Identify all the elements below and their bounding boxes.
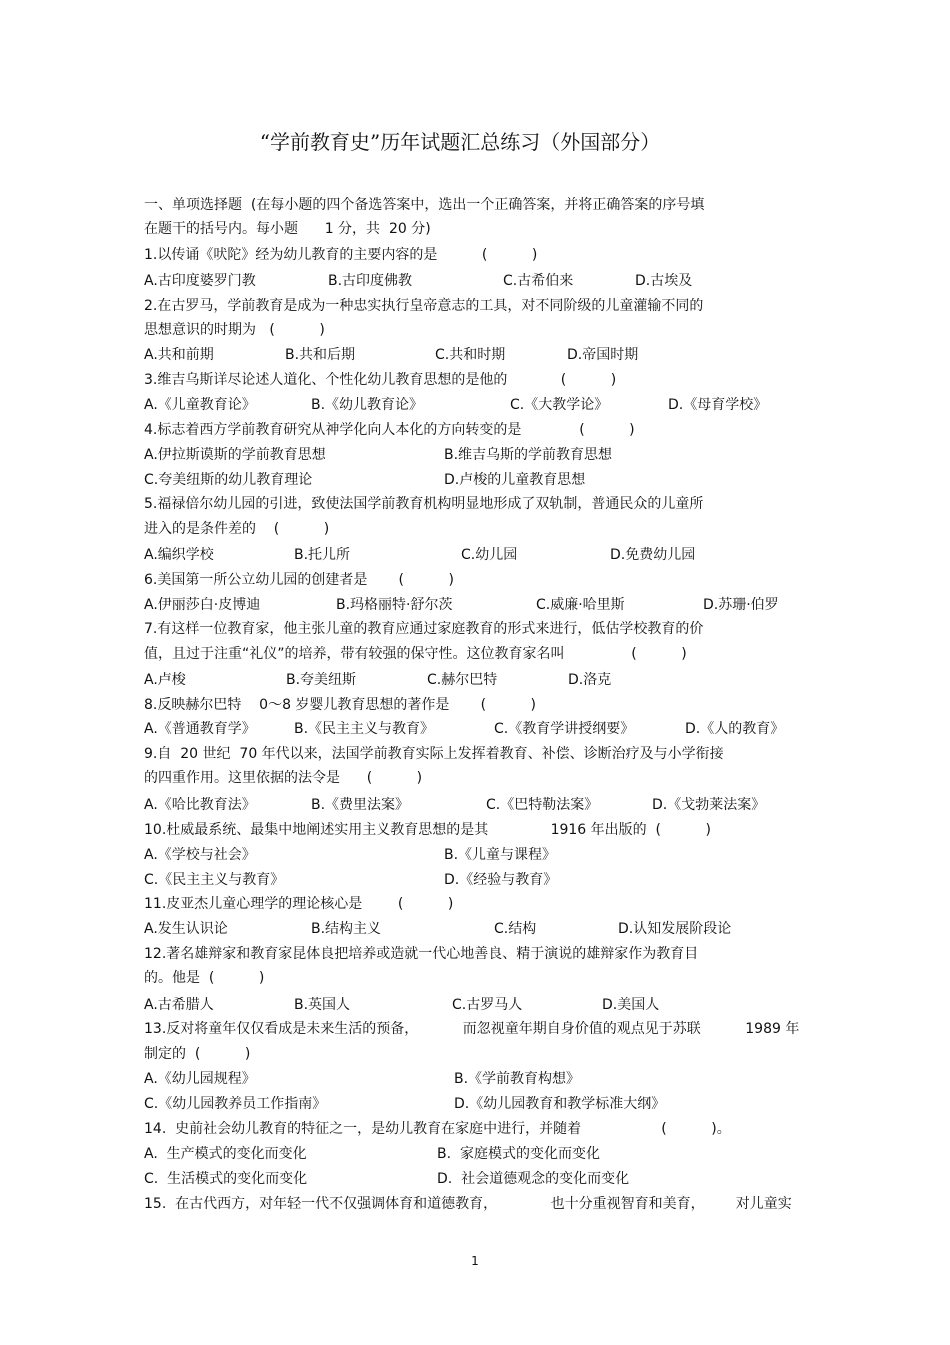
question-9-option-c: C.《巴特勒法案》 (486, 797, 599, 813)
question-1-option-c: C.古希伯来 (503, 273, 574, 289)
question-7-stem-line-2: 值，且过于注重“礼仪”的培养，带有较强的保守性。这位教育家名叫 ( ) (144, 646, 687, 662)
question-3-stem: 3.维吉乌斯详尽论述人道化、个性化幼儿教育思想的是他的 ( ) (144, 372, 617, 388)
question-6-option-d: D.苏珊·伯罗 (703, 597, 779, 613)
question-13-option-d: D.《幼儿园教育和教学标准大纲》 (454, 1096, 666, 1112)
question-11-option-b: B.结构主义 (311, 921, 382, 937)
question-5-option-a: A.编织学校 (144, 547, 214, 563)
question-5-option-c: C.幼儿园 (461, 547, 518, 563)
question-7-option-d: D.洛克 (568, 672, 612, 688)
question-14-option-d: D. 社会道德观念的变化而变化 (437, 1171, 630, 1187)
page-number: 1 (471, 1254, 479, 1268)
document-title: “学前教育史”历年试题汇总练习（外国部分） (259, 130, 661, 154)
question-6-option-c: C.威廉·哈里斯 (536, 597, 625, 613)
question-14-option-a: A. 生产模式的变化而变化 (144, 1146, 307, 1162)
question-2-stem-line-1: 2.在古罗马，学前教育是成为一种忠实执行皇帝意志的工具，对不同阶级的儿童灌输不同的 (144, 298, 704, 314)
question-6-option-a: A.伊丽莎白·皮博迪 (144, 597, 261, 613)
question-8-option-c: C.《教育学讲授纲要》 (494, 721, 635, 737)
question-7-option-a: A.卢梭 (144, 672, 186, 688)
question-12-option-b: B.英国人 (294, 997, 351, 1013)
question-13-option-c: C.《幼儿园教养员工作指南》 (144, 1096, 327, 1112)
question-7-option-b: B.夸美纽斯 (286, 672, 357, 688)
question-10-option-b: B.《儿童与课程》 (444, 847, 557, 863)
question-5-stem-line-2: 进入的是条件差的 ( ) (144, 521, 330, 537)
question-9-option-b: B.《费里法案》 (311, 797, 410, 813)
question-8-option-b: B.《民主主义与教育》 (294, 721, 435, 737)
question-6-stem: 6.美国第一所公立幼儿园的创建者是 ( ) (144, 572, 454, 588)
question-3-option-c: C.《大教学论》 (510, 397, 609, 413)
question-10-stem: 10.杜威最系统、最集中地阐述实用主义教育思想的是其 1916 年出版的 ( ) (144, 822, 711, 838)
question-6-option-b: B.玛格丽特·舒尔茨 (336, 597, 453, 613)
question-1-stem: 1.以传诵《吠陀》经为幼儿教育的主要内容的是 ( ) (144, 247, 538, 263)
question-7-option-c: C.赫尔巴特 (427, 672, 498, 688)
question-1-option-a: A.古印度婆罗门教 (144, 273, 256, 289)
question-14-option-c: C. 生活模式的变化而变化 (144, 1171, 308, 1187)
question-9-option-d: D.《戈勃莱法案》 (652, 797, 766, 813)
question-4-option-a: A.伊拉斯谟斯的学前教育思想 (144, 447, 326, 463)
question-9-stem-line-2: 的四重作用。这里依据的法令是 ( ) (144, 770, 423, 786)
question-2-option-d: D.帝国时期 (567, 347, 639, 363)
question-12-option-c: C.古罗马人 (452, 997, 523, 1013)
question-8-option-a: A.《普通教育学》 (144, 721, 256, 737)
question-13-option-a: A.《幼儿园规程》 (144, 1071, 256, 1087)
question-4-option-d: D.卢梭的儿童教育思想 (444, 472, 586, 488)
question-3-option-a: A.《儿童教育论》 (144, 397, 256, 413)
question-3-option-d: D.《母育学校》 (668, 397, 768, 413)
question-11-option-c: C.结构 (494, 921, 537, 937)
question-11-option-d: D.认知发展阶段论 (618, 921, 732, 937)
question-14-option-b: B. 家庭模式的变化而变化 (437, 1146, 600, 1162)
question-7-stem-line-1: 7.有这样一位教育家，他主张儿童的教育应通过家庭教育的形式来进行，低估学校教育的价 (144, 621, 704, 637)
question-10-option-a: A.《学校与社会》 (144, 847, 256, 863)
question-2-option-b: B.共和后期 (285, 347, 356, 363)
question-13-stem-line-1: 13.反对将童年仅仅看成是未来生活的预备， 而忽视童年期自身价值的观点见于苏联 1989 年 (144, 1021, 800, 1037)
section-heading-line-1: 一、单项选择题 (在每小题的四个备选答案中，选出一个正确答案，并将正确答案的序号填 (144, 197, 705, 213)
question-14-stem: 14. 史前社会幼儿教育的特征之一，是幼儿教育在家庭中进行，并随着 ( )。 (144, 1121, 731, 1137)
question-9-option-a: A.《哈比教育法》 (144, 797, 256, 813)
question-10-option-c: C.《民主主义与教育》 (144, 872, 285, 888)
question-1-option-d: D.古埃及 (635, 273, 693, 289)
question-12-stem-line-1: 12.著名雄辩家和教育家昆体良把培养或造就一代心地善良、精于演说的雄辩家作为教育目 (144, 946, 699, 962)
question-5-option-b: B.托儿所 (294, 547, 351, 563)
question-15-stem: 15. 在古代西方，对年轻一代不仅强调体育和道德教育， 也十分重视智育和美育， 对儿童实 (144, 1196, 792, 1212)
question-8-stem: 8.反映赫尔巴特 0～8 岁婴儿教育思想的著作是 ( ) (144, 697, 536, 713)
question-12-option-d: D.美国人 (602, 997, 660, 1013)
question-10-option-d: D.《经验与教育》 (444, 872, 558, 888)
question-4-option-c: C.夸美纽斯的幼儿教育理论 (144, 472, 313, 488)
question-1-option-b: B.古印度佛教 (328, 273, 413, 289)
question-2-option-c: C.共和时期 (435, 347, 506, 363)
question-2-option-a: A.共和前期 (144, 347, 214, 363)
section-heading-line-2: 在题干的括号内。每小题 1 分，共 20 分) (144, 221, 431, 237)
question-8-option-d: D.《人的教育》 (685, 721, 785, 737)
question-4-stem: 4.标志着西方学前教育研究从神学化向人本化的方向转变的是 ( ) (144, 422, 635, 438)
question-5-option-d: D.免费幼儿园 (610, 547, 696, 563)
question-12-option-a: A.古希腊人 (144, 997, 214, 1013)
question-12-stem-line-2: 的。他是 ( ) (144, 970, 265, 986)
question-4-option-b: B.维吉乌斯的学前教育思想 (444, 447, 613, 463)
question-11-option-a: A.发生认识论 (144, 921, 228, 937)
question-3-option-b: B.《幼儿教育论》 (311, 397, 424, 413)
question-13-option-b: B.《学前教育构想》 (454, 1071, 581, 1087)
question-5-stem-line-1: 5.福禄倍尔幼儿园的引进，致使法国学前教育机构明显地形成了双轨制，普通民众的儿童所 (144, 496, 704, 512)
question-2-stem-line-2: 思想意识的时期为 ( ) (144, 322, 325, 338)
question-9-stem-line-1: 9.自 20 世纪 70 年代以来，法国学前教育实际上发挥着教育、补偿、诊断治疗及与小学衔接 (144, 746, 724, 762)
question-11-stem: 11.皮亚杰儿童心理学的理论核心是 ( ) (144, 896, 454, 912)
question-13-stem-line-2: 制定的 ( ) (144, 1046, 251, 1062)
